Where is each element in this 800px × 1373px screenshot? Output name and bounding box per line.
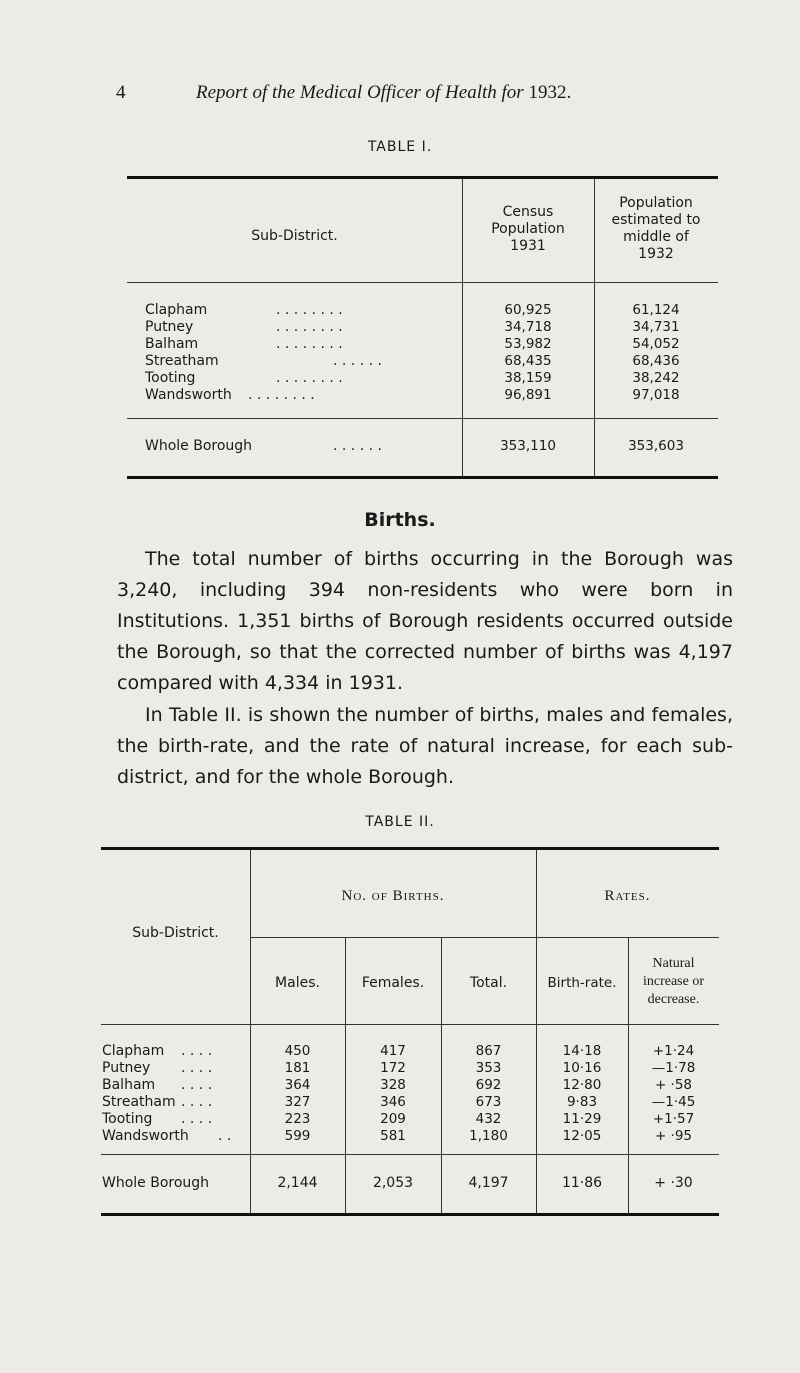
table1-bottom-rule bbox=[127, 476, 718, 479]
table-row bbox=[0, 1043, 800, 1060]
table-row bbox=[0, 1111, 800, 1128]
table2-total-row bbox=[0, 1175, 800, 1192]
row-census: 60,925 bbox=[504, 302, 552, 318]
row-natural: +1·57 bbox=[652, 1111, 695, 1127]
running-title-year: 1932. bbox=[528, 82, 572, 103]
table2-col-females: Females. bbox=[361, 975, 425, 991]
row-name: Tooting bbox=[102, 1111, 153, 1127]
total-estimate: 353,603 bbox=[628, 438, 684, 454]
table1-col-estimate-line4: 1932 bbox=[638, 246, 674, 262]
table2-top-rule bbox=[101, 847, 719, 850]
table-row bbox=[0, 336, 800, 353]
row-leader: . . . . . . bbox=[333, 353, 382, 369]
row-males: 450 bbox=[284, 1043, 311, 1059]
row-females: 209 bbox=[380, 1111, 406, 1127]
total-birth-rate: 11·86 bbox=[561, 1175, 603, 1191]
row-leader: . . . . bbox=[181, 1094, 213, 1110]
row-total: 1,180 bbox=[469, 1128, 508, 1144]
table1-col-estimate-line3: middle of bbox=[623, 229, 689, 245]
table-row bbox=[0, 319, 800, 336]
table-row bbox=[0, 353, 800, 370]
table2-caption: TABLE II. bbox=[365, 814, 435, 830]
row-birth-rate: 14·18 bbox=[562, 1043, 602, 1059]
table1-top-rule bbox=[127, 176, 718, 179]
row-name: Streatham bbox=[102, 1094, 176, 1110]
row-males: 364 bbox=[284, 1077, 311, 1093]
row-name: Putney bbox=[102, 1060, 151, 1076]
row-leader: . . . . bbox=[181, 1043, 213, 1059]
row-total: 867 bbox=[475, 1043, 502, 1059]
row-name: Wandsworth bbox=[145, 387, 232, 403]
row-natural: —1·78 bbox=[651, 1060, 696, 1076]
row-census: 96,891 bbox=[504, 387, 552, 403]
table2-col-sub-district: Sub-District. bbox=[132, 925, 219, 941]
row-males: 327 bbox=[284, 1094, 311, 1110]
table2-col-birth-rate: Birth-rate. bbox=[547, 975, 617, 991]
table2-col-natural-line3: decrease. bbox=[647, 992, 700, 1007]
row-name: Wandsworth bbox=[102, 1128, 189, 1144]
row-census: 53,982 bbox=[504, 336, 552, 352]
row-males: 181 bbox=[284, 1060, 311, 1076]
row-birth-rate: 10·16 bbox=[562, 1060, 602, 1076]
total-census: 353,110 bbox=[500, 438, 556, 454]
page-number: 4 bbox=[116, 82, 126, 103]
total-name: Whole Borough bbox=[102, 1175, 210, 1191]
table2-col-natural bbox=[628, 955, 719, 1009]
total-leader: . . . . . . bbox=[333, 438, 382, 454]
row-total: 673 bbox=[475, 1094, 502, 1110]
row-census: 68,435 bbox=[504, 353, 552, 369]
table-row bbox=[0, 1128, 800, 1145]
row-leader: . . . . bbox=[181, 1077, 213, 1093]
row-natural: + ·95 bbox=[654, 1128, 693, 1144]
row-name: Streatham bbox=[145, 353, 219, 369]
table2-col-natural-line1: Natural bbox=[652, 956, 695, 971]
row-name: Putney bbox=[145, 319, 194, 335]
table-row bbox=[0, 302, 800, 319]
table2-col-males: Males. bbox=[275, 975, 320, 991]
total-females: 2,053 bbox=[372, 1175, 414, 1191]
total-name: Whole Borough bbox=[145, 438, 253, 454]
total-natural: + ·30 bbox=[654, 1175, 693, 1191]
births-paragraph-1: The total number of births occurring in the Borough was 3,240, including 394 non-residents who were born in Institutions. 1,351 births of Borough residents occurred outside the Borough, so that the corrected number of births was 4,197 compared with 4,334 in 1931. bbox=[117, 548, 733, 694]
births-paragraph-2: In Table II. is shown the number of births, males and females, the birth-rate, and the rate of natural increase, for each sub-district, and for the whole Borough. bbox=[117, 704, 733, 788]
table-row bbox=[0, 1060, 800, 1077]
row-females: 581 bbox=[380, 1128, 406, 1144]
row-females: 172 bbox=[380, 1060, 406, 1076]
births-heading: Births. bbox=[364, 509, 436, 531]
total-total: 4,197 bbox=[468, 1175, 509, 1191]
row-leader: . . . . . . . . bbox=[276, 302, 343, 318]
row-name: Balham bbox=[102, 1077, 156, 1093]
running-title-text: Report of the Medical Officer of Health for bbox=[196, 82, 524, 103]
row-estimate: 68,436 bbox=[632, 353, 680, 369]
table-row bbox=[0, 370, 800, 387]
row-birth-rate: 11·29 bbox=[562, 1111, 602, 1127]
row-estimate: 97,018 bbox=[632, 387, 680, 403]
row-total: 432 bbox=[475, 1111, 502, 1127]
row-estimate: 34,731 bbox=[632, 319, 680, 335]
row-name: Clapham bbox=[145, 302, 208, 318]
table1-total-rule bbox=[127, 418, 718, 419]
table1-col-sub-district: Sub-District. bbox=[251, 228, 338, 244]
row-name: Tooting bbox=[145, 370, 196, 386]
row-census: 34,718 bbox=[504, 319, 552, 335]
row-total: 353 bbox=[475, 1060, 502, 1076]
running-title bbox=[196, 82, 571, 104]
row-females: 417 bbox=[380, 1043, 406, 1059]
row-leader: . . . . . . . . bbox=[276, 370, 343, 386]
table2-col-natural-line2: increase or bbox=[642, 974, 705, 989]
row-leader: . . . . . . . . bbox=[276, 319, 343, 335]
table1-col-estimate-line1: Population bbox=[619, 195, 693, 211]
total-males: 2,144 bbox=[277, 1175, 318, 1191]
row-estimate: 61,124 bbox=[632, 302, 680, 318]
table-row bbox=[0, 387, 800, 404]
table1-col-census-line1: Census bbox=[502, 204, 554, 220]
table1-col-estimate-line2: estimated to bbox=[611, 212, 701, 228]
row-leader: . . bbox=[218, 1128, 232, 1144]
table1-col-estimate bbox=[594, 195, 718, 263]
table1-col-census-line2: Population bbox=[491, 221, 565, 237]
table-row bbox=[0, 1077, 800, 1094]
row-birth-rate: 12·05 bbox=[562, 1128, 602, 1144]
row-females: 346 bbox=[380, 1094, 406, 1110]
table2-col-total: Total. bbox=[469, 975, 508, 991]
row-name: Balham bbox=[145, 336, 199, 352]
row-birth-rate: 12·80 bbox=[562, 1077, 602, 1093]
table2-col-rates-group: Rates. bbox=[604, 888, 651, 904]
table1-col-census bbox=[462, 204, 594, 255]
table1-total-row bbox=[0, 438, 800, 455]
table2-col-births-group: No. of Births. bbox=[341, 888, 445, 904]
table2-header-rule bbox=[101, 1024, 719, 1025]
row-leader: . . . . bbox=[181, 1111, 213, 1127]
row-estimate: 54,052 bbox=[632, 336, 680, 352]
row-estimate: 38,242 bbox=[632, 370, 680, 386]
table1-header-rule bbox=[127, 282, 718, 283]
table2-group-rule bbox=[250, 937, 719, 938]
row-birth-rate: 9·83 bbox=[566, 1094, 598, 1110]
row-name: Clapham bbox=[102, 1043, 165, 1059]
row-leader: . . . . . . . . bbox=[276, 336, 343, 352]
table2-bottom-rule bbox=[101, 1213, 719, 1216]
row-leader: . . . . bbox=[181, 1060, 213, 1076]
row-natural: —1·45 bbox=[651, 1094, 696, 1110]
row-natural: +1·24 bbox=[652, 1043, 695, 1059]
table1-col-census-line3: 1931 bbox=[510, 238, 546, 254]
row-census: 38,159 bbox=[504, 370, 552, 386]
row-natural: + ·58 bbox=[654, 1077, 693, 1093]
row-males: 223 bbox=[284, 1111, 311, 1127]
row-females: 328 bbox=[380, 1077, 406, 1093]
row-leader: . . . . . . . . bbox=[248, 387, 315, 403]
table1-caption: TABLE I. bbox=[367, 139, 433, 155]
table-row bbox=[0, 1094, 800, 1111]
table2-total-rule bbox=[101, 1154, 719, 1155]
row-males: 599 bbox=[284, 1128, 311, 1144]
row-total: 692 bbox=[475, 1077, 502, 1093]
